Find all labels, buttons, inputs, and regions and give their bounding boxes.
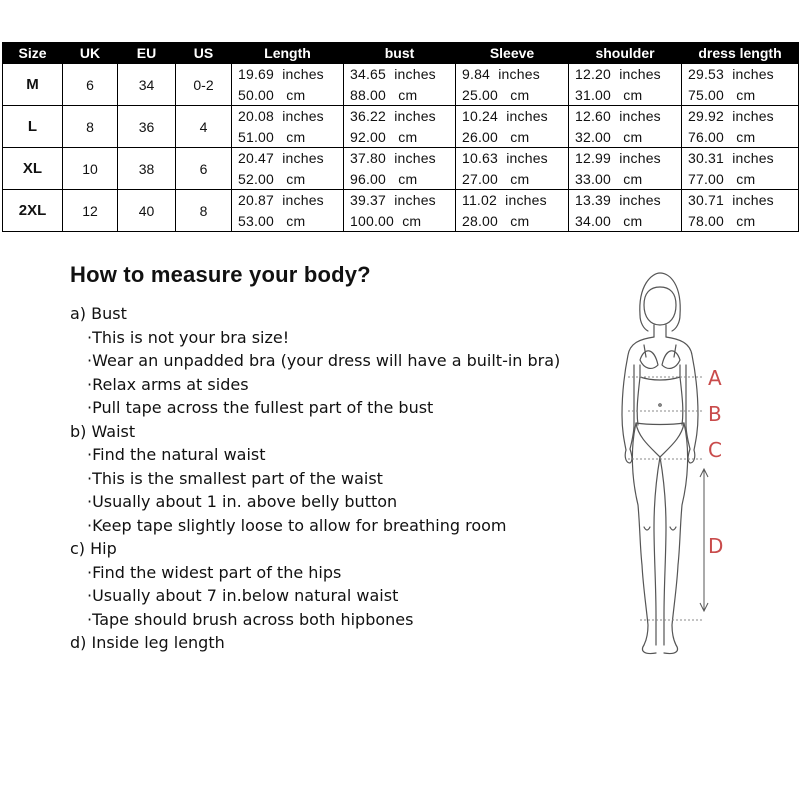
body-measurement-figure: [600, 265, 760, 660]
eu-cell: 40: [118, 190, 176, 232]
bust-inches-cell: 37.80 inches: [344, 148, 456, 169]
shoulder-cm-cell: 32.00 cm: [569, 127, 682, 148]
bust-inches-cell: 39.37 inches: [344, 190, 456, 211]
shoulder-inches-cell: 12.20 inches: [569, 64, 682, 85]
length-cm-cell: 52.00 cm: [232, 169, 344, 190]
dress-length-cm-cell: 75.00 cm: [682, 85, 799, 106]
us-cell: 0-2: [176, 64, 232, 106]
uk-cell: 12: [63, 190, 118, 232]
guide-list: [70, 302, 590, 655]
guide-heading: b) Waist: [70, 421, 136, 441]
header-shoulder: shoulder: [569, 43, 682, 64]
guide-tip: ·Wear an unpadded bra (your dress will have a built-in bra): [87, 351, 561, 370]
size-chart-header-row: [3, 43, 799, 64]
dress-length-inches-cell: 29.53 inches: [682, 64, 799, 85]
bust-cm-cell: 92.00 cm: [344, 127, 456, 148]
guide-tip: ·Tape should brush across both hipbones: [87, 609, 414, 629]
guide-heading: d) Inside leg length: [70, 633, 225, 652]
header-eu: EU: [118, 43, 176, 64]
us-cell: 8: [176, 190, 232, 232]
guide-tip: ·Keep tape slightly loose to allow for breathing room: [87, 515, 507, 535]
length-cm-cell: 51.00 cm: [232, 127, 344, 148]
eu-cell: 38: [118, 148, 176, 190]
guide-tip: ·Find the natural waist: [87, 445, 266, 464]
table-row: [3, 190, 799, 211]
header-size: Size: [3, 43, 63, 64]
length-inches-cell: 20.47 inches: [232, 148, 344, 169]
size-cell: L: [3, 106, 63, 148]
sleeve-cm-cell: 26.00 cm: [456, 127, 569, 148]
shoulder-inches-cell: 13.39 inches: [569, 190, 682, 211]
sleeve-inches-cell: 11.02 inches: [456, 190, 569, 211]
sleeve-inches-cell: 9.84 inches: [456, 64, 569, 85]
size-chart-table: [2, 42, 799, 232]
table-row: [3, 64, 799, 85]
length-cm-cell: 53.00 cm: [232, 211, 344, 232]
header-bust: bust: [344, 43, 456, 64]
table-row: [3, 148, 799, 169]
uk-cell: 6: [63, 64, 118, 106]
length-cm-cell: 50.00 cm: [232, 85, 344, 106]
shoulder-cm-cell: 34.00 cm: [569, 211, 682, 232]
shoulder-cm-cell: 33.00 cm: [569, 169, 682, 190]
shoulder-inches-cell: 12.99 inches: [569, 148, 682, 169]
size-cell: 2XL: [3, 190, 63, 232]
shoulder-cm-cell: 31.00 cm: [569, 85, 682, 106]
header-length: Length: [232, 43, 344, 64]
length-inches-cell: 20.08 inches: [232, 106, 344, 127]
eu-cell: 34: [118, 64, 176, 106]
header-dress-length: dress length: [682, 43, 799, 64]
guide-heading: c) Hip: [70, 539, 117, 558]
guide-tip: ·Usually about 1 in. above belly button: [87, 492, 398, 511]
guide-tip: ·Pull tape across the fullest part of the bust: [87, 398, 434, 417]
sleeve-inches-cell: 10.63 inches: [456, 148, 569, 169]
sleeve-cm-cell: 25.00 cm: [456, 85, 569, 106]
sleeve-cm-cell: 28.00 cm: [456, 211, 569, 232]
us-cell: 4: [176, 106, 232, 148]
guide-tip: ·Usually about 7 in.below natural waist: [87, 586, 399, 605]
bust-cm-cell: 88.00 cm: [344, 85, 456, 106]
dress-length-cm-cell: 76.00 cm: [682, 127, 799, 148]
dress-length-inches-cell: 29.92 inches: [682, 106, 799, 127]
us-cell: 6: [176, 148, 232, 190]
guide-title: How to measure your body?: [70, 262, 371, 287]
label-a: A: [708, 366, 722, 390]
dress-length-cm-cell: 78.00 cm: [682, 211, 799, 232]
uk-cell: 10: [63, 148, 118, 190]
label-d: D: [708, 534, 724, 558]
guide-tip: ·Relax arms at sides: [87, 374, 249, 394]
header-sleeve: Sleeve: [456, 43, 569, 64]
guide-tip: ·This is not your bra size!: [87, 327, 290, 347]
bust-inches-cell: 36.22 inches: [344, 106, 456, 127]
dress-length-inches-cell: 30.71 inches: [682, 190, 799, 211]
sleeve-cm-cell: 27.00 cm: [456, 169, 569, 190]
sleeve-inches-cell: 10.24 inches: [456, 106, 569, 127]
guide-tip: ·This is the smallest part of the waist: [87, 468, 383, 488]
guide-tip: ·Find the widest part of the hips: [87, 562, 342, 582]
uk-cell: 8: [63, 106, 118, 148]
bust-cm-cell: 100.00 cm: [344, 211, 456, 232]
size-cell: M: [3, 64, 63, 106]
length-inches-cell: 20.87 inches: [232, 190, 344, 211]
header-uk: UK: [63, 43, 118, 64]
length-inches-cell: 19.69 inches: [232, 64, 344, 85]
size-cell: XL: [3, 148, 63, 190]
header-us: US: [176, 43, 232, 64]
guide-heading: a) Bust: [70, 304, 127, 323]
eu-cell: 36: [118, 106, 176, 148]
table-row: [3, 106, 799, 127]
label-c: C: [708, 438, 722, 462]
label-b: B: [708, 402, 722, 426]
measure-guide: [70, 262, 590, 655]
body-outline-illustration: [600, 265, 760, 660]
shoulder-inches-cell: 12.60 inches: [569, 106, 682, 127]
dress-length-inches-cell: 30.31 inches: [682, 148, 799, 169]
bust-cm-cell: 96.00 cm: [344, 169, 456, 190]
bust-inches-cell: 34.65 inches: [344, 64, 456, 85]
dress-length-cm-cell: 77.00 cm: [682, 169, 799, 190]
